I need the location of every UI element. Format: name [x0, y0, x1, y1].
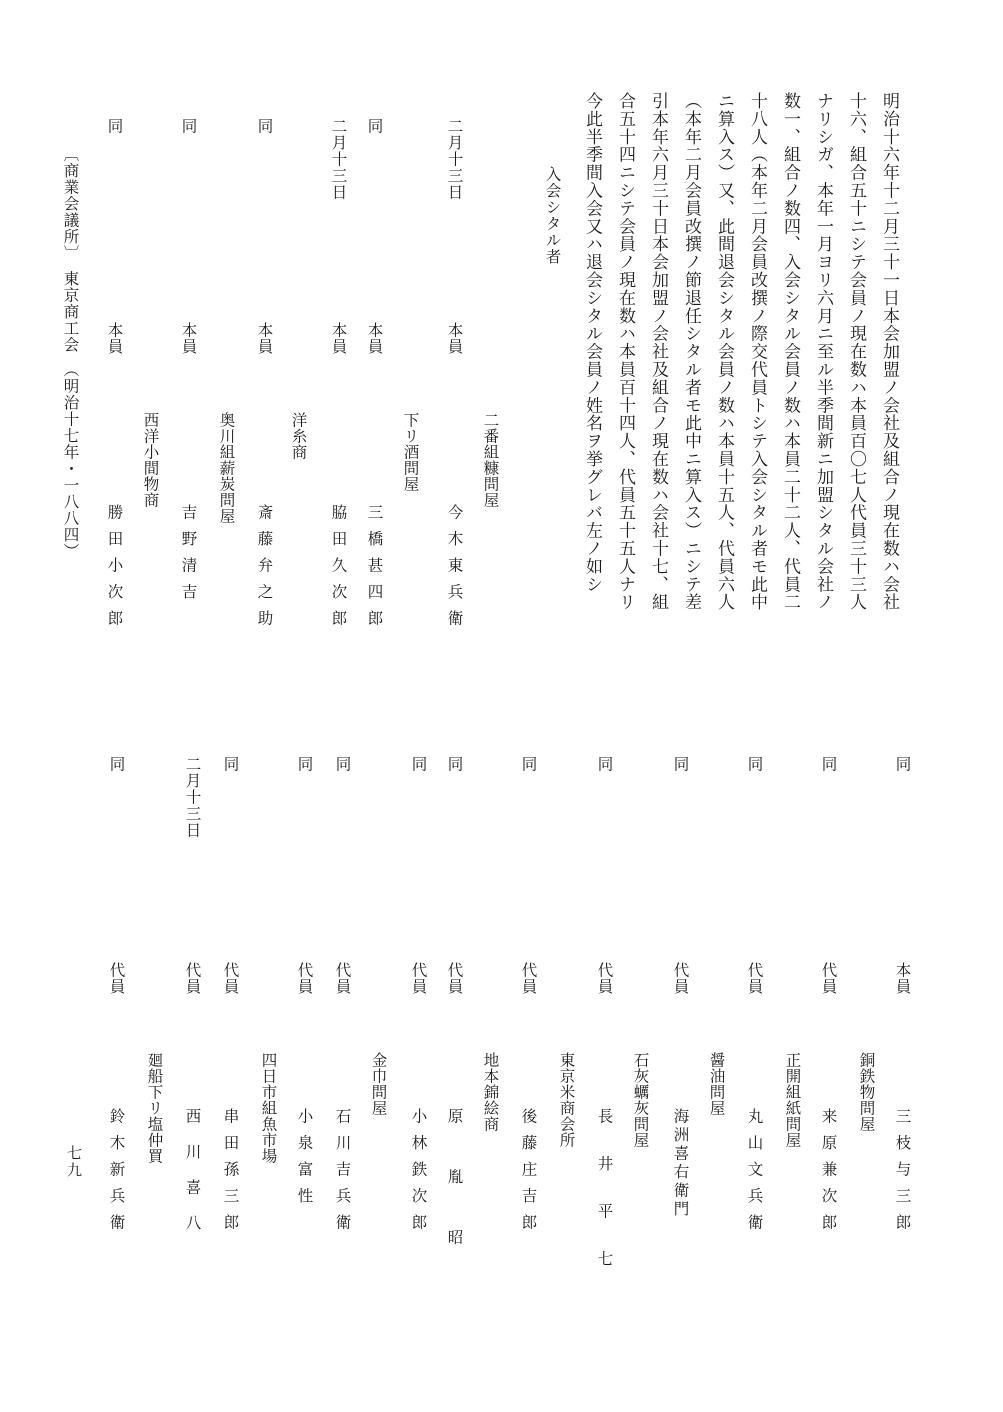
entry-date: 同	[365, 118, 384, 135]
entry-date: 二月十三日	[183, 756, 202, 839]
entry-name: 石川吉兵衛	[333, 1108, 352, 1241]
entry-name: 三橋甚四郎	[365, 504, 384, 637]
entry-role: 代員	[819, 962, 838, 995]
entry-name: 長井平七	[595, 1108, 614, 1298]
entry-role: 代員	[183, 962, 202, 995]
entry-name: 西川喜八	[183, 1108, 202, 1250]
entry-name: 鈴木新兵衛	[107, 1108, 126, 1241]
entry-role: 代員	[445, 962, 464, 995]
entry-date: 同	[295, 756, 314, 773]
entry-role: 代員	[595, 962, 614, 995]
paragraph-line: ナリシガ、本年一月ヨリ六月ニ至ル半季間新ニ加盟シタル会社ノ	[813, 92, 833, 612]
subheading: 入会シタル者	[543, 166, 562, 265]
entry-trade: 醤油問屋	[707, 1052, 726, 1116]
paragraph-line: 数一、組合ノ数四、入会シタル会員ノ数ハ本員二十二人、代員二	[780, 92, 800, 612]
entry-trade: 廻船下リ塩仲買	[145, 1052, 164, 1164]
paragraph-line: 今此半季間入会又ハ退会シタル会員ノ姓名ヲ挙グレバ左ノ如シ	[582, 92, 602, 594]
entry-trade: 奥川組薪炭問屋	[217, 412, 236, 524]
paragraph-line: 合五十四ニシテ会員ノ現在数ハ本員百十四人、代員五十五人ナリ	[615, 92, 635, 612]
entry-name: 丸山文兵衛	[745, 1108, 764, 1241]
paragraph-line: 明治十六年十二月三十一日本会加盟ノ会社及組合ノ現在数ハ会社	[879, 92, 899, 612]
entry-trade: 二番組糠問屋	[481, 412, 500, 508]
entry-date: 同	[445, 756, 464, 773]
entry-name: 三枝与三郎	[893, 1108, 912, 1241]
paragraph-line: 引本年六月三十日本会加盟ノ会社及組合ノ現在数ハ会社十七、組	[648, 92, 668, 612]
entry-trade: 金巾問屋	[369, 1052, 388, 1116]
entry-date: 同	[893, 756, 912, 773]
entry-date: 同	[179, 118, 198, 135]
entry-trade: 東京米商会所	[557, 1052, 576, 1148]
entry-trade: 石灰蠣灰問屋	[631, 1052, 650, 1148]
entry-date: 同	[745, 756, 764, 773]
entry-trade: 銅鉄物問屋	[857, 1052, 876, 1132]
running-head: 〔商業会議所〕 東京商工会 （明治十七年・一八八四）	[61, 146, 80, 560]
entry-name: 海洲喜右衛門	[671, 1108, 690, 1219]
entry-role: 代員	[107, 962, 126, 995]
entry-name: 後藤庄吉郎	[519, 1108, 538, 1241]
entry-name: 串田孫三郎	[221, 1108, 240, 1241]
entry-role: 代員	[333, 962, 352, 995]
entry-date: 同	[221, 756, 240, 773]
entry-date: 同	[255, 118, 274, 135]
entry-name: 吉野清吉	[179, 504, 198, 610]
entry-role: 代員	[519, 962, 538, 995]
entry-date: 同	[671, 756, 690, 773]
entry-name: 斎藤弁之助	[255, 504, 274, 637]
paragraph-line: ニ算入ス）又、此間退会シタル会員ノ数ハ本員十五人、代員六人	[714, 92, 734, 612]
entry-role: 本員	[445, 322, 464, 355]
entry-date: 二月十三日	[329, 118, 348, 201]
entry-trade: 洋糸商	[289, 412, 308, 460]
entry-role: 本員	[105, 322, 124, 355]
entry-date: 二月十三日	[445, 118, 464, 201]
entry-trade: 四日市組魚市場	[259, 1052, 278, 1164]
entry-role: 本員	[365, 322, 384, 355]
entry-date: 同	[595, 756, 614, 773]
entry-date: 同	[519, 756, 538, 773]
entry-date: 同	[105, 118, 124, 135]
entry-date: 同	[333, 756, 352, 773]
entry-trade: 地本錦絵商	[481, 1052, 500, 1132]
entry-name: 小林鉄次郎	[409, 1108, 428, 1241]
entry-role: 本員	[255, 322, 274, 355]
entry-name: 小泉富性	[295, 1108, 314, 1214]
page-number: 七九	[65, 1145, 83, 1179]
entry-name: 今木東兵衛	[445, 504, 464, 637]
entry-name: 来原兼次郎	[819, 1108, 838, 1241]
entry-trade: 下リ酒問屋	[401, 412, 420, 492]
entry-role: 本員	[329, 322, 348, 355]
entry-role: 代員	[221, 962, 240, 995]
entry-name: 勝田小次郎	[105, 504, 124, 637]
paragraph-line: 十六、組合五十ニシテ会員ノ現在数ハ本員百〇七人代員三十三人	[846, 92, 866, 612]
entry-role: 本員	[893, 962, 912, 995]
entry-role: 代員	[745, 962, 764, 995]
entry-role: 代員	[409, 962, 428, 995]
entry-date: 同	[819, 756, 838, 773]
entry-trade: 西洋小間物商	[141, 412, 160, 508]
entry-name: 脇田久次郎	[329, 504, 348, 637]
entry-date: 同	[107, 756, 126, 773]
paragraph-line: （本年二月会員改撰ノ節退任シタル者モ此中ニ算入ス）ニシテ差	[681, 92, 701, 612]
entry-name: 原胤昭	[445, 1108, 464, 1290]
entry-trade: 正開組紙問屋	[783, 1052, 802, 1148]
entry-date: 同	[409, 756, 428, 773]
entry-role: 代員	[295, 962, 314, 995]
entry-role: 本員	[179, 322, 198, 355]
paragraph-line: 十八人（本年二月会員改撰ノ際交代員トシテ入会シタル者モ此中	[747, 92, 767, 612]
entry-role: 代員	[671, 962, 690, 995]
